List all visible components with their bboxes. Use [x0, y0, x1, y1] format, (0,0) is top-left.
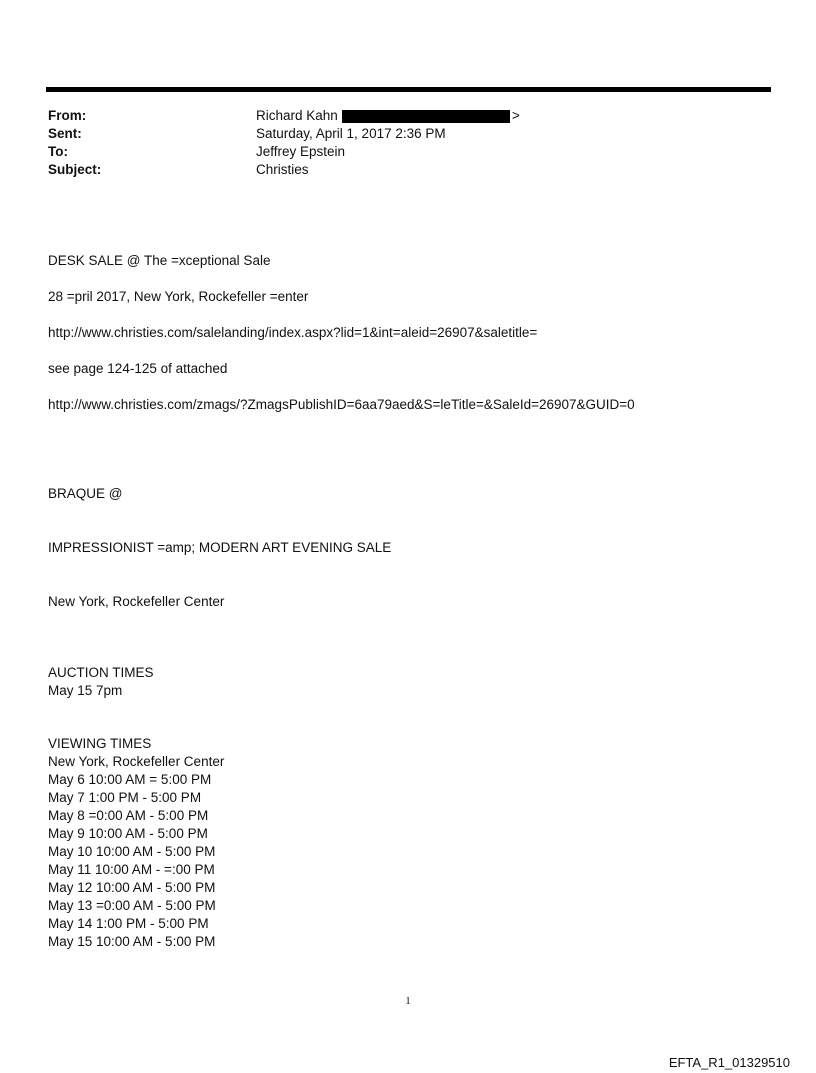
viewing-time-item: May 15 10:00 AM - 5:00 PM: [48, 934, 216, 949]
viewing-time-item: May 11 10:00 AM - =:00 PM: [48, 862, 215, 877]
from-suffix: >: [511, 108, 520, 123]
zmags-link[interactable]: http://www.christies.com/zmags/?ZmagsPublishID=6aa79aed&S=leTitle=&SaleId=26907&GUID=0: [48, 397, 635, 412]
subject-label: Subject:: [48, 162, 102, 177]
viewing-location: New York, Rockefeller Center: [48, 754, 225, 769]
header-rule: [46, 87, 771, 92]
to-label: To:: [48, 144, 68, 159]
sale-date-line: 28 =pril 2017, New York, Rockefeller =enter: [48, 289, 309, 304]
auction-time: May 15 7pm: [48, 683, 123, 698]
viewing-time-item: May 14 1:00 PM - 5:00 PM: [48, 916, 209, 931]
sent-row: [48, 125, 748, 143]
sent-label: Sent:: [48, 126, 82, 141]
viewing-times-block: [48, 735, 224, 951]
sent-value: Saturday, April 1, 2017 2:36 PM: [256, 126, 446, 141]
viewing-time-item: May 6 10:00 AM = 5:00 PM: [48, 772, 212, 787]
auction-times-heading: AUCTION TIMES: [48, 665, 154, 680]
viewing-times-heading: VIEWING TIMES: [48, 736, 152, 751]
viewing-time-item: May 10 10:00 AM - 5:00 PM: [48, 844, 216, 859]
impressionist-line: IMPRESSIONIST =amp; MODERN ART EVENING SALE: [48, 540, 392, 555]
email-header: [48, 107, 748, 179]
desk-sale-line: DESK SALE @ The =xceptional Sale: [48, 253, 271, 268]
page-number: 1: [405, 995, 411, 1007]
viewing-time-item: May 8 =0:00 AM - 5:00 PM: [48, 808, 209, 823]
braque-line: BRAQUE @: [48, 486, 123, 501]
viewing-time-item: May 7 1:00 PM - 5:00 PM: [48, 790, 202, 805]
see-page-line: see page 124-125 of attached: [48, 361, 228, 376]
auction-times-block: [48, 664, 154, 700]
sale-landing-link[interactable]: http://www.christies.com/salelanding/index.aspx?lid=1&int=aleid=26907&saletitle=: [48, 325, 538, 340]
subject-value: Christies: [256, 162, 309, 177]
document-id: EFTA_R1_01329510: [668, 1055, 790, 1070]
viewing-time-item: May 12 10:00 AM - 5:00 PM: [48, 880, 216, 895]
from-value: [256, 107, 520, 125]
from-row: [48, 107, 748, 125]
viewing-time-item: May 13 =0:00 AM - 5:00 PM: [48, 898, 216, 913]
to-value: Jeffrey Epstein: [256, 144, 346, 159]
redaction-box: [342, 110, 510, 123]
to-row: [48, 143, 748, 161]
subject-row: [48, 161, 748, 179]
location-line: New York, Rockefeller Center: [48, 594, 225, 609]
from-name: Richard Kahn: [256, 108, 338, 123]
viewing-time-item: May 9 10:00 AM - 5:00 PM: [48, 826, 208, 841]
from-label: From:: [48, 108, 87, 123]
